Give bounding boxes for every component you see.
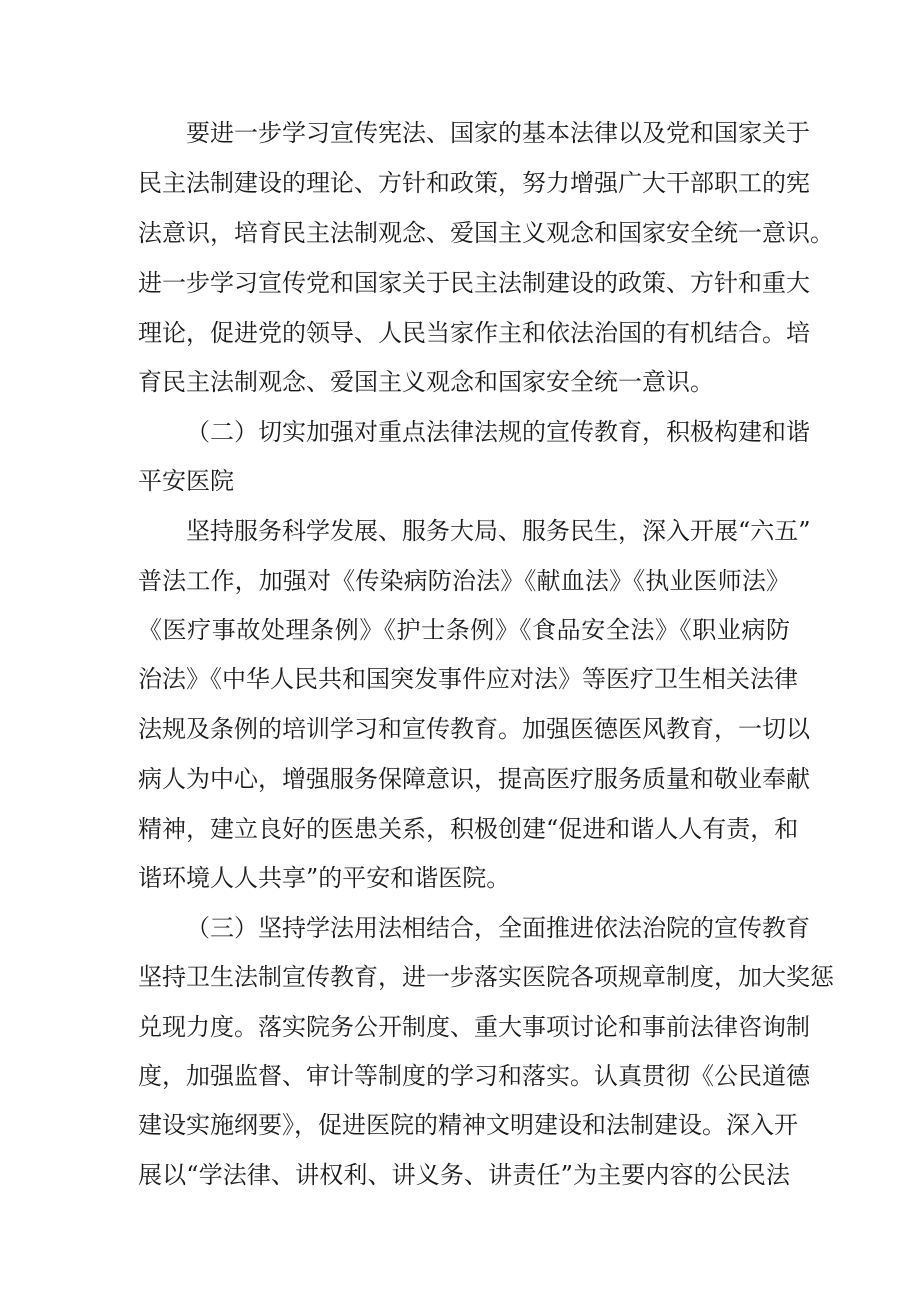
section-3-heading: （三）坚持学法用法相结合，全面推进依法治院的宣传教育 (186, 914, 810, 942)
paragraph-3-line-2: 兑现力度。落实院务公开制度、重大事项讨论和事前法律咨询制 (138, 1013, 810, 1041)
paragraph-1-line-2: 民主法制建设的理论、方针和政策，努力增强广大干部职工的宪 (138, 169, 810, 197)
paragraph-3-line-4: 建设实施纲要》，促进医院的精神文明建设和法制建设。深入开 (138, 1111, 798, 1139)
paragraph-2-line-5: 法规及条例的培训学习和宣传教育。加强医德医风教育，一切以 (138, 715, 810, 743)
paragraph-1-line-1: 要进一步学习宣传宪法、国家的基本法律以及党和国家关于 (186, 119, 810, 147)
paragraph-2-line-6: 病人为中心，增强服务保障意识，提高医疗服务质量和敬业奉献 (138, 765, 810, 793)
paragraph-1-line-5: 理论，促进党的领导、人民当家作主和依法治国的有机结合。培 (138, 319, 810, 347)
paragraph-2-line-3: 《医疗事故处理条例》《护士条例》《食品安全法》《职业病防 (138, 616, 790, 644)
paragraph-2-line-1: 坚持服务科学发展、服务大局、服务民生，深入开展“六五” (186, 517, 811, 545)
paragraph-3-line-5: 展以“学法律、讲权利、讲义务、讲责任”为主要内容的公民法 (138, 1161, 790, 1189)
paragraph-3-line-3: 度，加强监督、审计等制度的学习和落实。认真贯彻《公民道德 (138, 1062, 810, 1090)
section-2-heading-line-2: 平安医院 (138, 467, 234, 495)
paragraph-1-line-3: 法意识，培育民主法制观念、爱国主义观念和国家安全统一意识。 (138, 219, 834, 247)
paragraph-2-line-2: 普法工作，加强对《传染病防治法》《献血法》《执业医师法》 (138, 567, 790, 595)
paragraph-1-line-6: 育民主法制观念、爱国主义观念和国家安全统一意识。 (138, 368, 714, 396)
section-2-heading-line-1: （二）切实加强对重点法律法规的宣传教育，积极构建和谐 (186, 418, 810, 446)
paragraph-1-line-4: 进一步学习宣传党和国家关于民主法制建设的政策、方针和重大 (138, 269, 810, 297)
paragraph-3-line-1: 坚持卫生法制宣传教育，进一步落实医院各项规章制度，加大奖惩 (138, 963, 834, 991)
paragraph-2-line-4: 治法》《中华人民共和国突发事件应对法》等医疗卫生相关法律 (138, 665, 798, 693)
paragraph-2-line-7: 精神，建立良好的医患关系，积极创建“促进和谐人人有责，和 (138, 815, 799, 843)
paragraph-2-line-8: 谐环境人人共享”的平安和谐医院。 (138, 864, 511, 892)
